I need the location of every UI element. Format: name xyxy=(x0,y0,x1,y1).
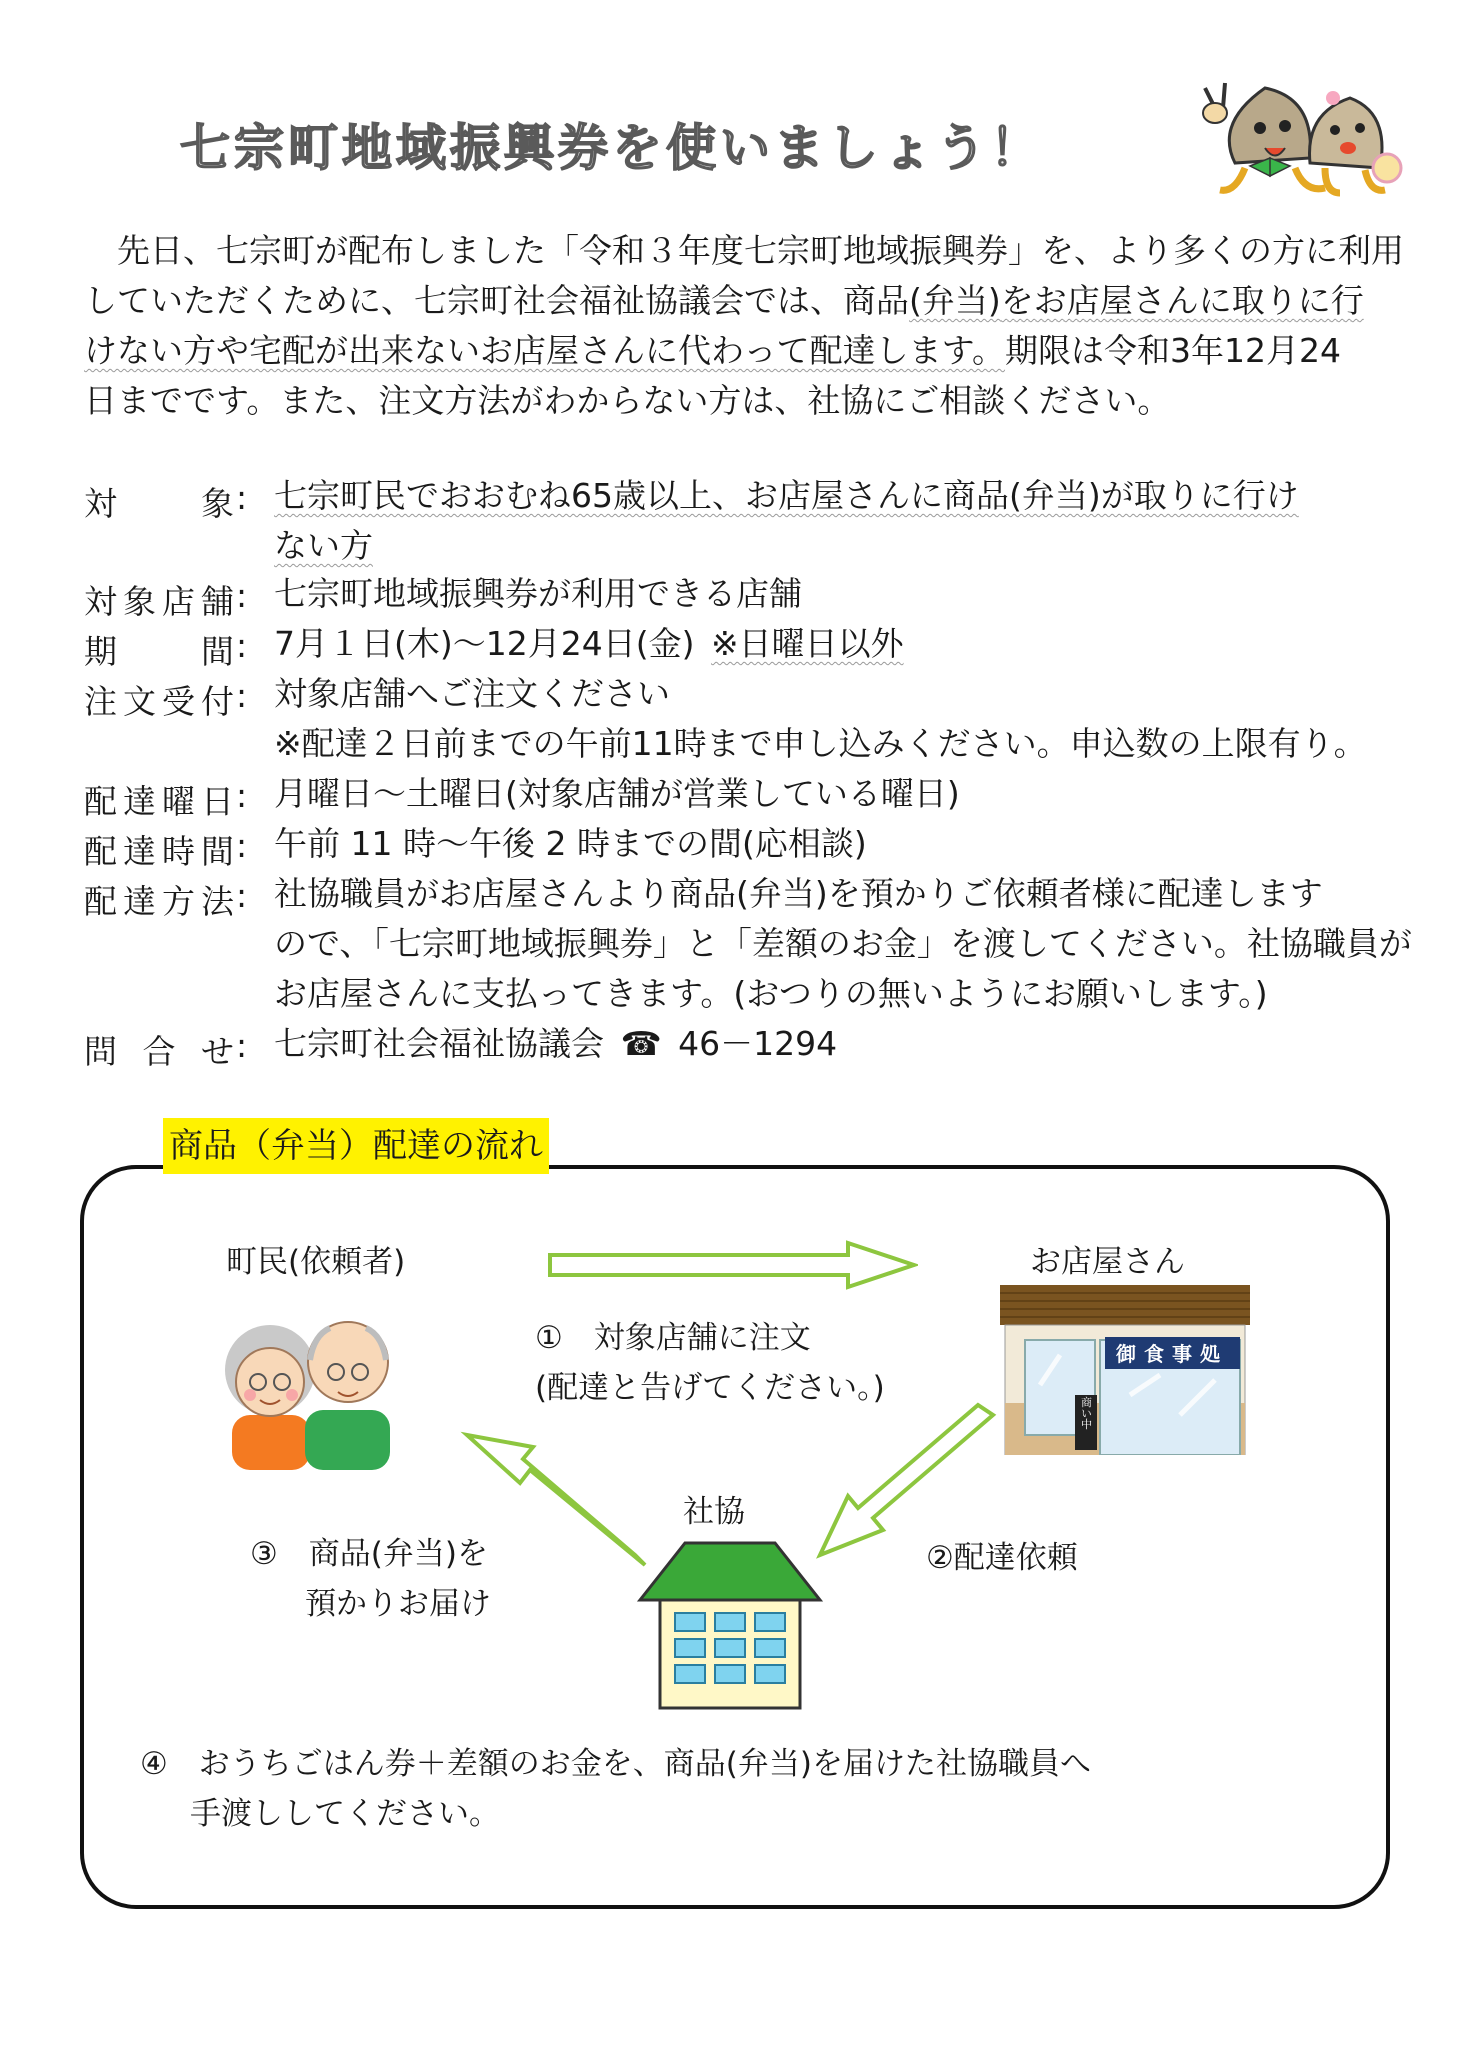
intro-line-2: していただくために、七宗町社会福祉協議会では、商品(弁当)をお店屋さんに取りに行 xyxy=(84,281,1364,320)
step-4-note: 手渡ししてください。 xyxy=(190,1796,500,1832)
elderly-couple-illustration xyxy=(210,1300,410,1470)
mascot-illustration xyxy=(1175,68,1415,198)
restaurant-illustration xyxy=(1000,1285,1250,1455)
step-3-note: 預かりお届け xyxy=(305,1586,491,1622)
shop-sign-text: 御食事処 xyxy=(1116,1342,1228,1366)
page-title: 七宗町地域振興券を使いましょう！ xyxy=(180,119,1044,177)
step-1-label: ① 対象店舗に注文 xyxy=(535,1320,811,1356)
arrow-order xyxy=(548,1240,918,1290)
phone-number: 46－1294 xyxy=(678,1024,838,1063)
telephone-icon: ☎ xyxy=(620,1024,662,1063)
intro-line-1: 先日、七宗町が配布しました「令和３年度七宗町地域振興券」を、より多くの方に利用 xyxy=(117,231,1404,270)
flow-title: 商品（弁当）配達の流れ xyxy=(163,1118,549,1174)
resident-label: 町民(依頼者) xyxy=(226,1244,406,1280)
step-1-note: (配達と告げてください。) xyxy=(535,1370,885,1406)
step-3-label: ③ 商品(弁当)を xyxy=(250,1536,488,1572)
intro-paragraph xyxy=(84,226,1404,426)
step-2-label: ②配達依頼 xyxy=(926,1540,1078,1576)
step-4-label: ④ おうちごはん券＋差額のお金を、商品(弁当)を届けた社協職員へ xyxy=(140,1746,1091,1782)
council-building-icon xyxy=(635,1535,825,1710)
shop-open-sign: 商い中 xyxy=(1079,1396,1093,1430)
council-label: 社協 xyxy=(683,1494,745,1530)
intro-line-4: 日までです。また、注文方法がわからない方は、社協にご相談ください。 xyxy=(84,381,1171,420)
store-label: お店屋さん xyxy=(1030,1244,1185,1280)
intro-line-3: けない方や宅配が出来ないお店屋さんに代わって配達します。期限は令和3年12月24 xyxy=(84,331,1342,370)
